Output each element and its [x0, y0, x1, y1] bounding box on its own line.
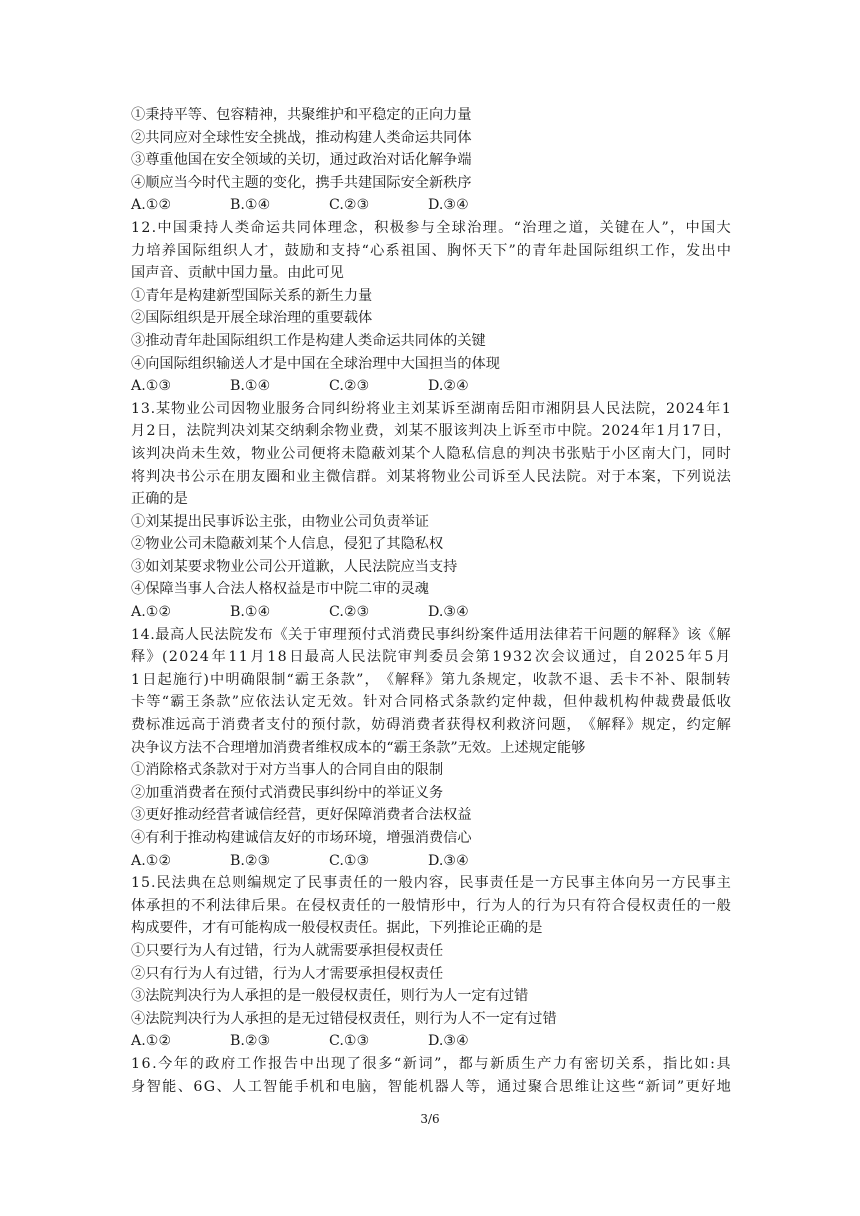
q11-option-1: ①秉持平等、包容精神，共聚维护和平稳定的正向力量 — [131, 107, 472, 123]
q16-stem-line-2: 身 智 能 、 6 G 、 人 工 智 能 手 机 和 电 脑 ， 智 能 机 器 人 等 ， 通 过 聚 合 思 维 让 这 些 “ 新 词 ” 更 好 地 — [131, 1078, 731, 1095]
q12-stem-line-3: 国声音、贡献中国力量。由此可见 — [131, 265, 344, 282]
q14-answer-choices — [131, 850, 731, 873]
q12-option-4: ④向国际组织输送人才是中国在全球治理中大国担当的体现 — [131, 355, 500, 372]
q15-option-2: ②只有行为人有过错，行为人才需要承担侵权责任 — [131, 965, 444, 982]
q14-stem-line-3: 1 日 起 施 行 ) 中 明 确 限 制 “ 霸 王 条 款 ” ， 《 解 释 》 第 九 条 规 定 ， 收 款 不 退 、 丢 卡 不 补 、 限 制 转 — [131, 671, 731, 688]
q15-option-4: ④法院判决行为人承担的是无过错侵权责任，则行为人不一定有过错 — [131, 1010, 557, 1027]
q11-answer-choices — [131, 194, 731, 217]
q13-answer-choices — [131, 601, 731, 624]
q12-option-3: ③推动青年赴国际组织工作是构建人类命运共同体的关键 — [131, 332, 486, 349]
q13-answer-a: A.①② — [131, 604, 172, 621]
q14-answer-a: A.①② — [131, 852, 172, 869]
q14-option-1: ①消除格式条款对于对方当事人的合同自由的限制 — [131, 762, 444, 779]
q11-option-2: ②共同应对全球性安全挑战，推动构建人类命运共同体 — [131, 129, 472, 146]
q14-answer-c: C.①③ — [329, 852, 370, 869]
q13-option-1: ①刘某提出民事诉讼主张，由物业公司负责举证 — [131, 513, 429, 530]
q13-option-4: ④保障当事人合法人格权益是市中院二审的灵魂 — [131, 581, 429, 598]
q15-answer-a: A.①② — [131, 1033, 172, 1050]
q14-stem-line-2: 释 》 ( 2 0 2 4 年 1 1 月 1 8 日 最 高 人 民 法 院 审 判 委 员 会 第 1 9 3 2 次 会 议 通 过 ， 自 2 0 2 5 年 5 月 — [131, 649, 731, 666]
page-number: 3/6 — [420, 1112, 440, 1126]
q14-stem-line-1: 1 4 . 最 高 人 民 法 院 发 布 《 关 于 审 理 预 付 式 消 费 民 事 纠 纷 案 件 适 用 法 律 若 干 问 题 的 解 释 》 该 《 解 — [131, 626, 731, 643]
q14-answer-d: D.③④ — [428, 852, 469, 869]
q14-option-2: ②加重消费者在预付式消费民事纠纷中的举证义务 — [131, 784, 444, 801]
q14-stem-line-5: 费 标 准 远 高 于 消 费 者 支 付 的 预 付 款 ， 妨 碍 消 费 者 获 得 权 利 救 济 问 题 ， 《 解 释 》 规 定 ， 约 定 解 — [131, 717, 731, 734]
q12-answer-b: B.①④ — [230, 378, 271, 395]
q13-stem-line-2: 月 2 日 ， 法 院 判 决 刘 某 交 纳 剩 余 物 业 费 ， 刘 某 不 服 该 判 决 上 诉 至 市 中 院 。 2 0 2 4 年 1 月 1 7 日 ， — [131, 423, 731, 440]
q15-stem-line-2: 体 承 担 的 不 利 法 律 后 果 。 在 侵 权 责 任 的 一 般 情 形 中 ， 行 为 人 的 行 为 只 有 符 合 侵 权 责 任 的 一 般 — [131, 897, 731, 914]
q12-answer-d: D.②④ — [428, 378, 469, 395]
page-body — [131, 104, 731, 1098]
q13-stem-line-1: 1 3 . 某 物 业 公 司 因 物 业 服 务 合 同 纠 纷 将 业 主 刘 某 诉 至 湖 南 岳 阳 市 湘 阴 县 人 民 法 院 ， 2 0 2 4 年 1 — [131, 400, 731, 417]
q11-option-3: ③尊重他国在安全领域的关切，通过政治对话化解争端 — [131, 152, 472, 169]
q13-answer-d: D.③④ — [428, 604, 469, 621]
q12-answer-c: C.②③ — [329, 378, 370, 395]
q12-answer-a: A.①③ — [131, 378, 172, 395]
q11-answer-a: A.①② — [131, 197, 172, 214]
q13-stem-line-3: 该 判 决 尚 未 生 效 ， 物 业 公 司 便 将 未 隐 蔽 刘 某 个 人 隐 私 信 息 的 判 决 书 张 贴 于 小 区 南 大 门 ， 同 时 — [131, 445, 731, 462]
q15-answer-d: D.③④ — [428, 1033, 469, 1050]
q15-answer-c: C.①③ — [329, 1033, 370, 1050]
q13-stem-line-4: 将 判 决 书 公 示 在 朋 友 圈 和 业 主 微 信 群 。 刘 某 将 物 业 公 司 诉 至 人 民 法 院 。 对 于 本 案 ， 下 列 说 法 — [131, 468, 731, 485]
q12-answer-choices — [131, 375, 731, 398]
q13-option-2: ②物业公司未隐蔽刘某个人信息，侵犯了其隐私权 — [131, 536, 444, 553]
q14-stem-line-6: 决争议方法不合理增加消费者维权成本的“霸王条款”无效。上述规定能够 — [131, 739, 586, 756]
q12-option-2: ②国际组织是开展全球治理的重要载体 — [131, 310, 373, 327]
q14-answer-b: B.②③ — [230, 852, 271, 869]
q13-answer-c: C.②③ — [329, 604, 370, 621]
q14-option-3: ③更好推动经营者诚信经营，更好保障消费者合法权益 — [131, 807, 472, 824]
q15-answer-b: B.②③ — [230, 1033, 271, 1050]
q11-answer-c: C.②③ — [329, 197, 370, 214]
q16-stem-line-1: 1 6 . 今 年 的 政 府 工 作 报 告 中 出 现 了 很 多 “ 新 词 ” ， 都 与 新 质 生 产 力 有 密 切 关 系 ， 指 比 如 : 具 — [131, 1055, 731, 1072]
q15-stem-line-1: 1 5 . 民 法 典 在 总 则 编 规 定 了 民 事 责 任 的 一 般 内 容 ， 民 事 责 任 是 一 方 民 事 主 体 向 另 一 方 民 事 主 — [131, 875, 731, 892]
q12-option-1: ①青年是构建新型国际关系的新生力量 — [131, 287, 373, 304]
q13-stem-line-5: 正确的是 — [131, 491, 188, 508]
q13-option-3: ③如刘某要求物业公司公开道歉，人民法院应当支持 — [131, 558, 458, 575]
q14-option-4: ④有利于推动构建诚信友好的市场环境，增强消费信心 — [131, 830, 472, 846]
q11-option-4: ④顺应当今时代主题的变化，携手共建国际安全新秩序 — [131, 174, 472, 191]
q11-answer-d: D.③④ — [428, 197, 469, 214]
q13-answer-b: B.①④ — [230, 604, 271, 621]
q15-option-3: ③法院判决行为人承担的是一般侵权责任，则行为人一定有过错 — [131, 988, 529, 1005]
q12-stem-line-1: 1 2 . 中 国 秉 持 人 类 命 运 共 同 体 理 念 ， 积 极 参 与 全 球 治 理 。 “ 治 理 之 道 ， 关 键 在 人 ” ， 中 国 大 — [131, 219, 731, 236]
q14-stem-line-4: 卡 等 “ 霸 王 条 款 ” 应 依 法 认 定 无 效 。 针 对 合 同 格 式 条 款 约 定 仲 裁 ， 但 仲 裁 机 构 仲 裁 费 最 低 收 — [131, 694, 731, 711]
q11-answer-b: B.①④ — [230, 197, 271, 214]
q15-option-1: ①只要行为人有过错，行为人就需要承担侵权责任 — [131, 942, 444, 959]
q15-stem-line-3: 构成要件，才有可能构成一般侵权责任。据此，下列推论正确的是 — [131, 920, 543, 937]
q12-stem-line-2: 力 培 养 国 际 组 织 人 才 ， 鼓 励 和 支 持 “ 心 系 祖 国 、 胸 怀 天 下 ” 的 青 年 赴 国 际 组 织 工 作 ， 发 出 中 — [131, 242, 731, 259]
q15-answer-choices — [131, 1030, 731, 1053]
